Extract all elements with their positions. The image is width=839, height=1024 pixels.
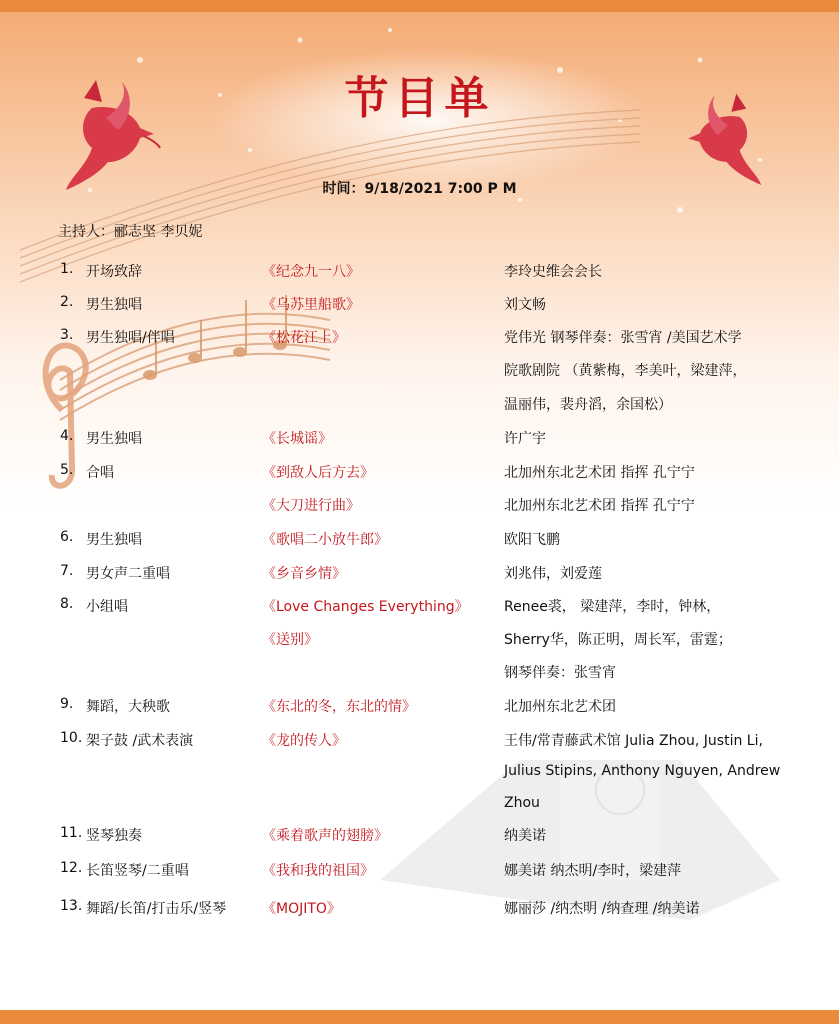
program-title: 《松花江上》 [262, 330, 346, 346]
row-number: 8. [60, 596, 74, 612]
performer: 北加州东北艺术团 指挥 孔宁宁 [504, 498, 695, 514]
act-type: 竖琴独奏 [86, 828, 142, 844]
performer: 院歌剧院 （黄紫梅，李美叶，梁建萍， [504, 363, 747, 379]
program-row [0, 394, 839, 428]
program-title: 《MOJITO》 [262, 901, 341, 917]
performer: 刘兆伟，刘爱莲 [504, 566, 602, 582]
program-title: 《歌唱二小放牛郎》 [262, 532, 388, 548]
act-type: 男生独唱 [86, 431, 142, 447]
performer: 娜美诺 纳杰明/李时，梁建萍 [504, 863, 682, 879]
row-number: 6. [60, 529, 74, 545]
row-number: 1. [60, 261, 74, 277]
host-names: 郦志坚 李贝妮 [114, 224, 203, 240]
program-row [0, 662, 839, 696]
performer: 李玲史维会会长 [504, 264, 602, 280]
program-title: 《纪念九一八》 [262, 264, 360, 280]
act-type: 舞蹈/长笛/打击乐/竖琴 [86, 901, 227, 917]
program-title: 《我和我的祖国》 [262, 863, 374, 879]
program-title: 《乡音乡情》 [262, 566, 346, 582]
program-row [0, 495, 839, 529]
performer: Zhou [504, 795, 540, 811]
program-title: 《Love Changes Everything》 [262, 599, 469, 615]
performer: Renee裘， 梁建萍，李时，钟林， [504, 599, 721, 615]
program-row [0, 294, 839, 328]
top-bar [0, 0, 839, 12]
act-type: 长笛竖琴/二重唱 [86, 863, 189, 879]
program-row [0, 428, 839, 462]
program-row [0, 629, 839, 663]
program-title: 《大刀进行曲》 [262, 498, 360, 514]
program-title: 《到敌人后方去》 [262, 465, 374, 481]
performer: 许广宇 [504, 431, 546, 447]
act-type: 小组唱 [86, 599, 128, 615]
performer: 北加州东北艺术团 指挥 孔宁宁 [504, 465, 695, 481]
row-number: 5. [60, 462, 74, 478]
performer: 钢琴伴奏：张雪宵 [504, 665, 616, 681]
performer: 北加州东北艺术团 [504, 699, 616, 715]
page-title: 节目单 [344, 73, 495, 124]
row-number: 11. [60, 825, 83, 841]
performer: Julius Stipins, Anthony Nguyen, Andrew [504, 763, 781, 779]
host-line [58, 221, 202, 241]
host-label: 主持人： [58, 224, 114, 240]
program-row [0, 360, 839, 394]
act-type: 男生独唱 [86, 297, 142, 313]
bottom-bar [0, 1010, 839, 1024]
row-number: 2. [60, 294, 74, 310]
time-label: 时间： [322, 181, 365, 197]
event-time [0, 178, 839, 198]
row-number: 3. [60, 327, 74, 343]
program-title: 《龙的传人》 [262, 733, 346, 749]
row-number: 12. [60, 860, 83, 876]
performer: 欧阳飞鹏 [504, 532, 560, 548]
performer: 刘文畅 [504, 297, 546, 313]
row-number: 9. [60, 696, 74, 712]
program-row [0, 860, 839, 894]
act-type: 男生独唱/伴唱 [86, 330, 175, 346]
program-row [0, 795, 839, 829]
act-type: 男生独唱 [86, 532, 142, 548]
program-title: 《送别》 [262, 632, 318, 648]
program-title: 《乘着歌声的翅膀》 [262, 828, 388, 844]
time-value: 9/18/2021 7:00 P M [364, 181, 517, 197]
program-row [0, 327, 839, 361]
program-row [0, 730, 839, 764]
performer: 娜丽莎 /纳杰明 /纳查理 /纳美诺 [504, 901, 700, 917]
performer: 党伟光 钢琴伴奏：张雪宵 /美国艺术学 [504, 330, 742, 346]
program-row [0, 898, 839, 932]
program-row [0, 563, 839, 597]
program-row [0, 529, 839, 563]
program-row [0, 825, 839, 859]
act-type: 合唱 [86, 465, 114, 481]
act-type: 架子鼓 /武术表演 [86, 733, 194, 749]
program-row [0, 462, 839, 496]
row-number: 4. [60, 428, 74, 444]
program-row [0, 696, 839, 730]
row-number: 10. [60, 730, 83, 746]
row-number: 13. [60, 898, 83, 914]
row-number: 7. [60, 563, 74, 579]
program-title: 《东北的冬，东北的情》 [262, 699, 416, 715]
performer: Sherry华，陈正明，周长军，雷霆； [504, 632, 732, 648]
performer: 王伟/常青藤武术馆 Julia Zhou, Justin Li, [504, 733, 763, 749]
program-title: 《乌苏里船歌》 [262, 297, 360, 313]
program-title: 《长城谣》 [262, 431, 332, 447]
program-row [0, 763, 839, 797]
act-type: 男女声二重唱 [86, 566, 170, 582]
performer: 温丽伟，裴舟滔，余国松） [504, 397, 672, 413]
act-type: 舞蹈，大秧歌 [86, 699, 170, 715]
program-row [0, 596, 839, 630]
act-type: 开场致辞 [86, 264, 142, 280]
program-row [0, 261, 839, 295]
performer: 纳美诺 [504, 828, 546, 844]
